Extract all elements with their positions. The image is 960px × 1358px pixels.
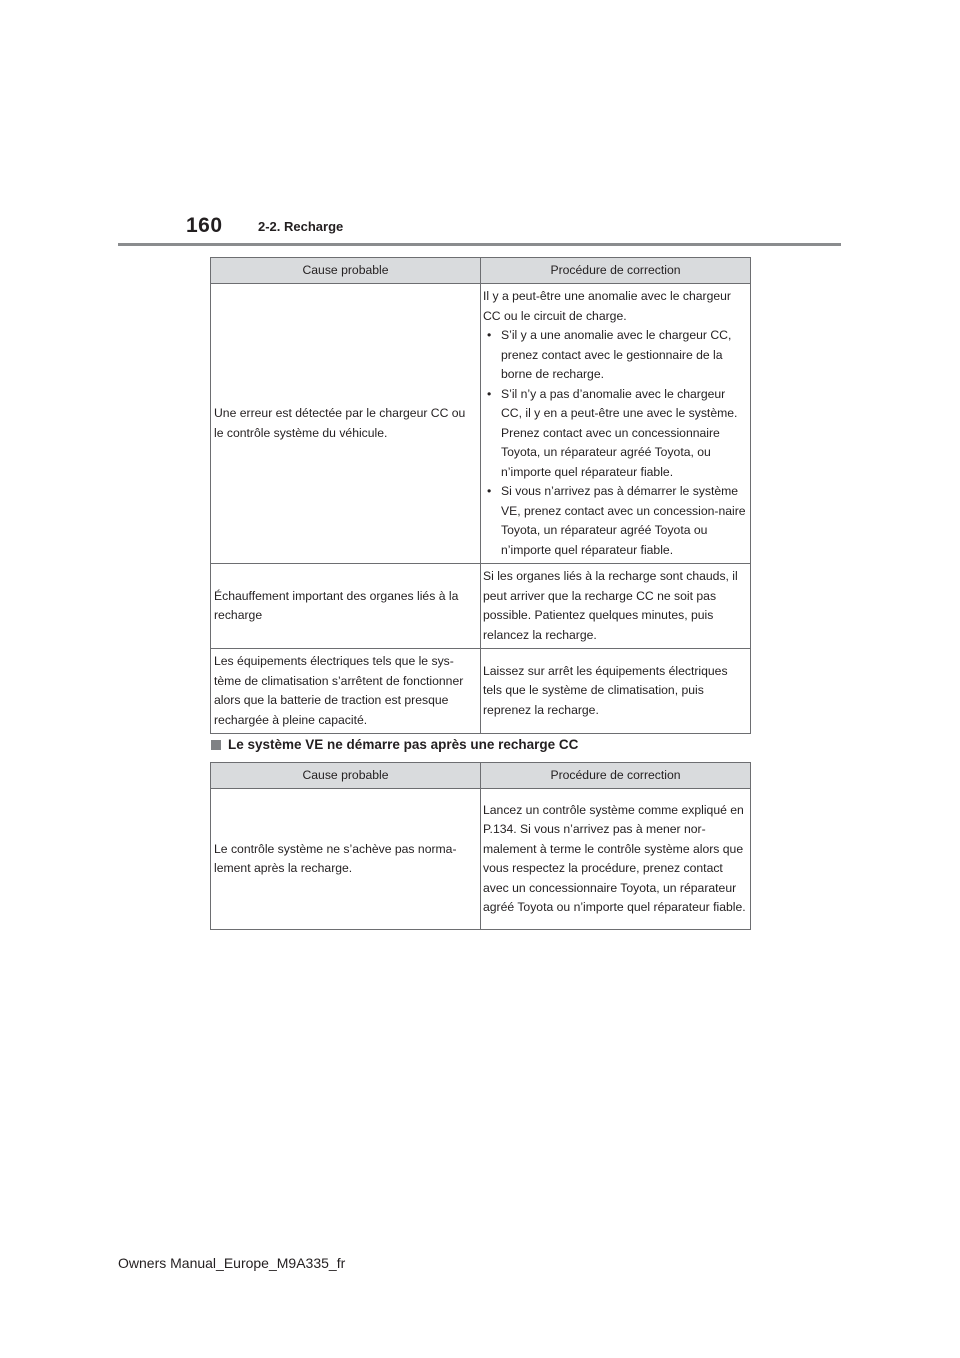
column-header-procedure: Procédure de correction [481, 258, 751, 284]
procedure-cell [481, 284, 751, 564]
procedure-cell: Laissez sur arrêt les équipements électriques tels que le système de climatisation, puis reprenez la recharge. [481, 649, 751, 734]
table-header-row [211, 763, 751, 789]
cause-cell: Échauffement important des organes liés à la recharge [211, 564, 481, 649]
section-label: 2-2. Recharge [258, 219, 344, 234]
header-rule [118, 243, 841, 246]
cause-cell: Une erreur est détectée par le chargeur CC ou le contrôle système du véhicule. [211, 284, 481, 564]
table-header-row [211, 258, 751, 284]
table-row [211, 564, 751, 649]
bullet-text: S’il n’y a pas d’anomalie avec le chargeur CC, il y en a peut-être une avec le système. Prenez contact avec un concessionnaire Toyota, un réparateur agréé Toyota, ou n’importe quel réparateur fiable. [501, 386, 738, 479]
cause-cell: Les équipements électriques tels que le sys-tème de climatisation s’arrêtent de fonctionner alors que la batterie de traction est presque rechargée à pleine capacité. [211, 649, 481, 734]
procedure-intro: Il y a peut-être une anomalie avec le chargeur CC ou le circuit de charge. [483, 289, 731, 323]
table-row [211, 789, 751, 930]
procedure-cell: Lancez un contrôle système comme expliqué en P.134. Si vous n’arrivez pas à mener nor-malement à terme le contrôle système alors que vous respectez la procédure, prenez contact avec un concessionnaire Toyota, un réparateur agréé Toyota ou n’importe quel réparateur fiable. [481, 789, 751, 930]
square-bullet-icon [211, 740, 221, 750]
table-row [211, 284, 751, 564]
section-heading-text: Le système VE ne démarre pas après une recharge CC [228, 737, 579, 752]
bullet-text: S’il y a une anomalie avec le chargeur CC, prenez contact avec le gestionnaire de la borne de recharge. [501, 328, 732, 381]
troubleshooting-table-2 [210, 762, 751, 930]
column-header-cause: Cause probable [211, 258, 481, 284]
bullet-item: • S’il n’y a pas d’anomalie avec le chargeur CC, il y en a peut-être une avec le système. Prenez contact avec un concessionnaire Toyota, un réparateur agréé Toyota, ou n’importe quel réparateur fiable. [487, 386, 738, 479]
column-header-cause: Cause probable [211, 763, 481, 789]
bullet-item: • S’il y a une anomalie avec le chargeur CC, prenez contact avec le gestionnaire de la borne de recharge. [487, 328, 732, 381]
bullet-text: Si vous n’arrivez pas à démarrer le système VE, prenez contact avec un concession-naire Toyota, un réparateur agréé Toyota ou n’importe quel réparateur fiable. [501, 484, 746, 557]
troubleshooting-table-1 [210, 257, 751, 734]
bullet-item: • Si vous n’arrivez pas à démarrer le système VE, prenez contact avec un concession-naire Toyota, un réparateur agréé Toyota ou n’importe quel réparateur fiable. [487, 484, 746, 557]
procedure-cell: Si les organes liés à la recharge sont chauds, il peut arriver que la recharge CC ne soit pas possible. Patientez quelques minutes, puis relancez la recharge. [481, 564, 751, 649]
footer-document-id: Owners Manual_Europe_M9A335_fr [118, 1255, 346, 1271]
table-row [211, 649, 751, 734]
cause-cell: Le contrôle système ne s’achève pas norma-lement après la recharge. [211, 789, 481, 930]
page-number: 160 [186, 214, 223, 237]
column-header-procedure: Procédure de correction [481, 763, 751, 789]
section-heading [211, 737, 578, 752]
